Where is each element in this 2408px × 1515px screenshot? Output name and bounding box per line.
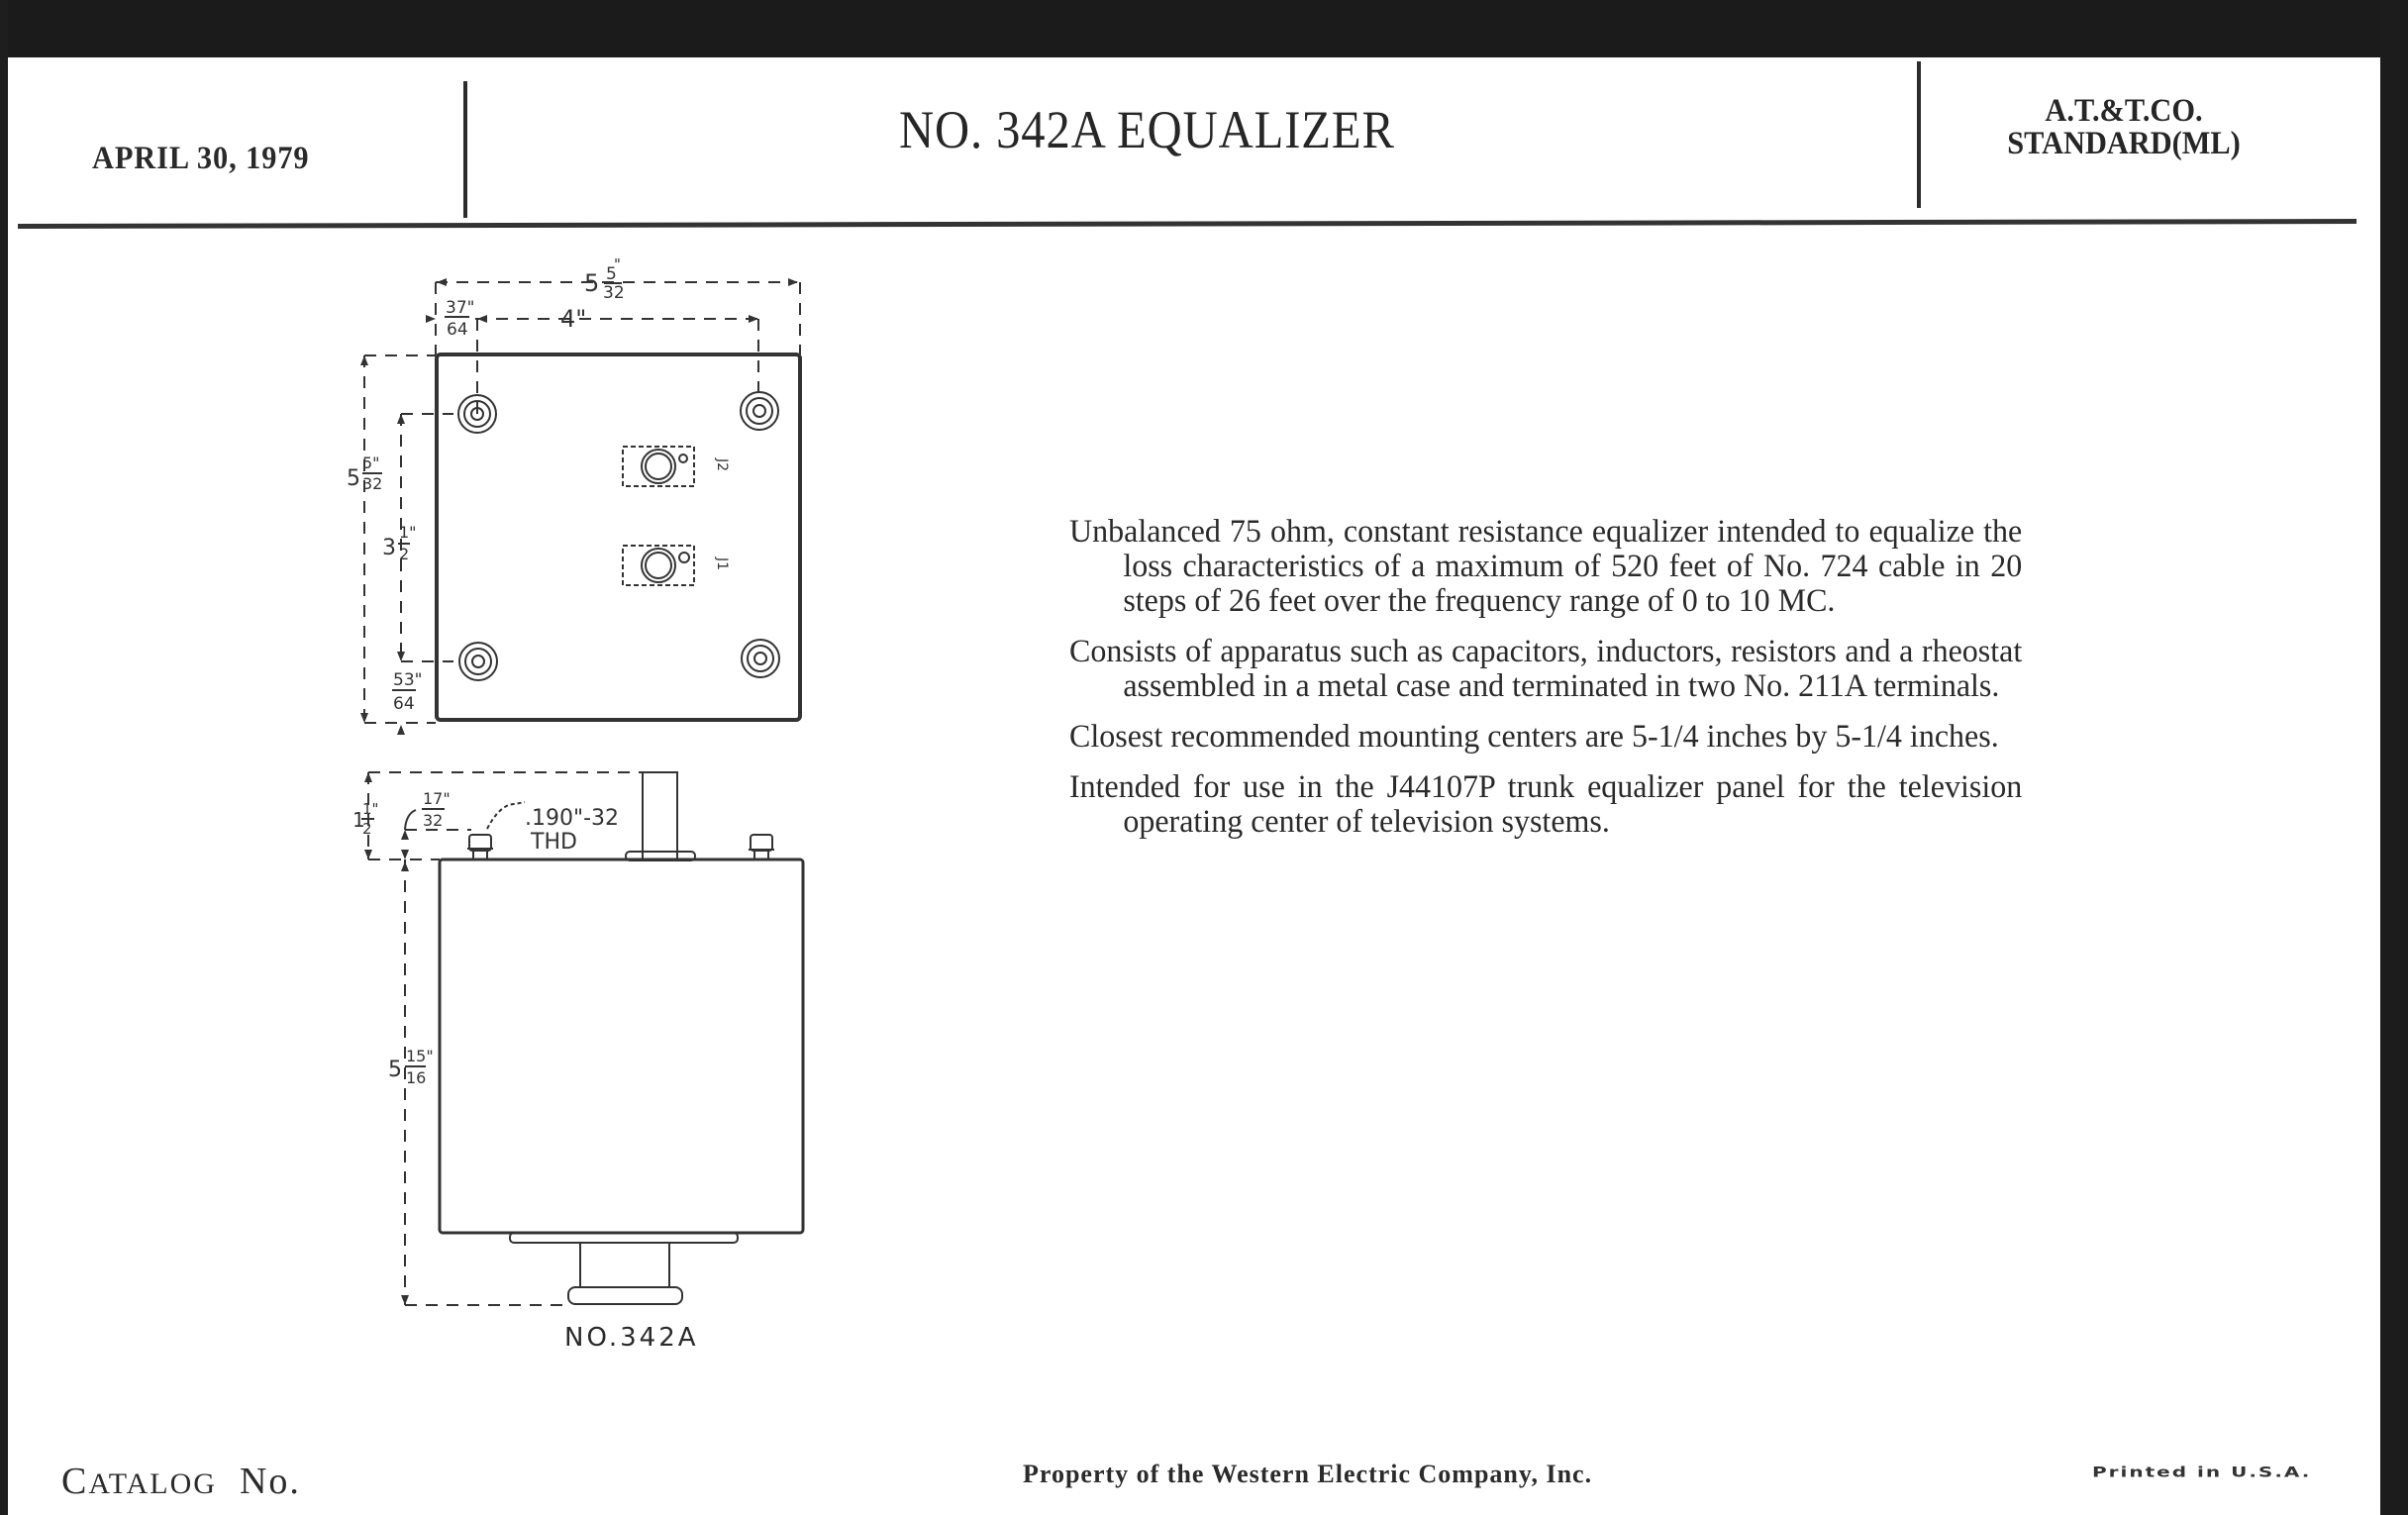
page-title: NO. 342A EQUALIZER: [899, 100, 1395, 159]
inch-mark: ": [614, 255, 621, 273]
jack-j1: [623, 546, 694, 585]
header-date: APRIL 30, 1979: [92, 141, 310, 176]
catalog-rest: ATALOG: [88, 1467, 217, 1500]
side-view: [364, 772, 803, 1305]
stud-left: [467, 835, 493, 859]
dim-mount-spacing-y-den: 2: [399, 545, 410, 563]
jack-label-j1: J1: [714, 557, 730, 571]
dim-body-height-whole: 5: [388, 1058, 402, 1082]
dim-mount-spacing-x: 4": [560, 305, 587, 333]
description-paragraph: Intended for use in the J44107P trunk equalizer panel for the television operating center of television systems.: [1069, 769, 2023, 840]
side-view-dimension-lines: [368, 772, 642, 1305]
dim-stud-height-num: 17": [423, 789, 451, 808]
stud-leader: [405, 810, 416, 830]
dim-top-height-num: 1": [362, 800, 379, 818]
dim-top-height-whole: 1: [352, 808, 365, 832]
description-paragraph: Consists of apparatus such as capacitors, inductors, resistors and a rheostat assembled in a metal case and terminated in two No. 211A terminals.: [1069, 634, 2023, 704]
stud-right: [749, 835, 774, 859]
dim-overall-width-whole: 5: [584, 269, 600, 297]
footer-catalog-label: [61, 1460, 301, 1503]
dim-bottom-offset-num: 53": [393, 670, 423, 690]
dim-edge-offset-den: 64: [447, 320, 468, 340]
dim-mount-spacing-y-num: 1": [399, 523, 417, 542]
thread-spec-type: THD: [531, 830, 577, 855]
footer-printed-in: Printed in U.S.A.: [2092, 1464, 2312, 1480]
standard-class: STANDARD(ML): [2007, 126, 2241, 161]
dim-body-height-num: 15": [406, 1047, 434, 1065]
footer-property-notice: Property of the Western Electric Company, Inc.: [1023, 1460, 1593, 1488]
mounting-stud-top-right: [741, 392, 778, 430]
dim-depth-den: 32: [362, 474, 383, 493]
dim-overall-width-num: 5: [606, 264, 617, 284]
dimension-labels: [347, 255, 730, 1087]
mounting-stud-bottom-right: [742, 640, 779, 677]
dim-bottom-offset-den: 64: [393, 694, 415, 714]
description: [1069, 515, 2052, 856]
top-view-dimension-lines: [364, 282, 800, 723]
terminal-stem-top: [643, 772, 677, 859]
description-paragraph: Unbalanced 75 ohm, constant resistance equalizer intended to equalize the loss characteristics of a maximum of 520 feet of No. 724 cable in 20 steps of 26 feet over the frequency range of 0 to 10 MC.: [1069, 514, 2023, 619]
thread-leader: [487, 802, 525, 829]
description-paragraph: Closest recommended mounting centers are 5-1/4 inches by 5-1/4 inches.: [1069, 719, 1999, 755]
jack-j2: [623, 447, 694, 486]
dim-top-height-den: 2: [362, 820, 372, 838]
dim-body-height-den: 16: [406, 1068, 427, 1087]
drawing-caption: NO.342A: [564, 1323, 699, 1353]
terminal-nut-bottom: [568, 1287, 682, 1304]
standard-company: A.T.&T.CO.: [2045, 93, 2203, 129]
thread-spec-size: .190"-32: [525, 806, 620, 831]
catalog-no: No.: [239, 1461, 301, 1502]
top-view-arrowheads: [360, 278, 798, 735]
catalog-initial: C: [61, 1461, 89, 1502]
dim-edge-offset-num: 37": [446, 298, 475, 318]
dim-stud-height-den: 32: [423, 811, 444, 830]
mounting-stud-bottom-left: [459, 643, 497, 680]
jack-label-j2: J2: [714, 458, 730, 472]
side-view-case: [440, 859, 803, 1233]
dim-mount-spacing-y-whole: 3: [382, 536, 396, 560]
dim-depth-whole: 5: [347, 466, 360, 491]
top-view: [360, 278, 800, 735]
dim-overall-width-den: 32: [603, 283, 625, 303]
dim-depth-num: 5": [362, 454, 380, 472]
side-view-arrowheads: [364, 772, 409, 1305]
